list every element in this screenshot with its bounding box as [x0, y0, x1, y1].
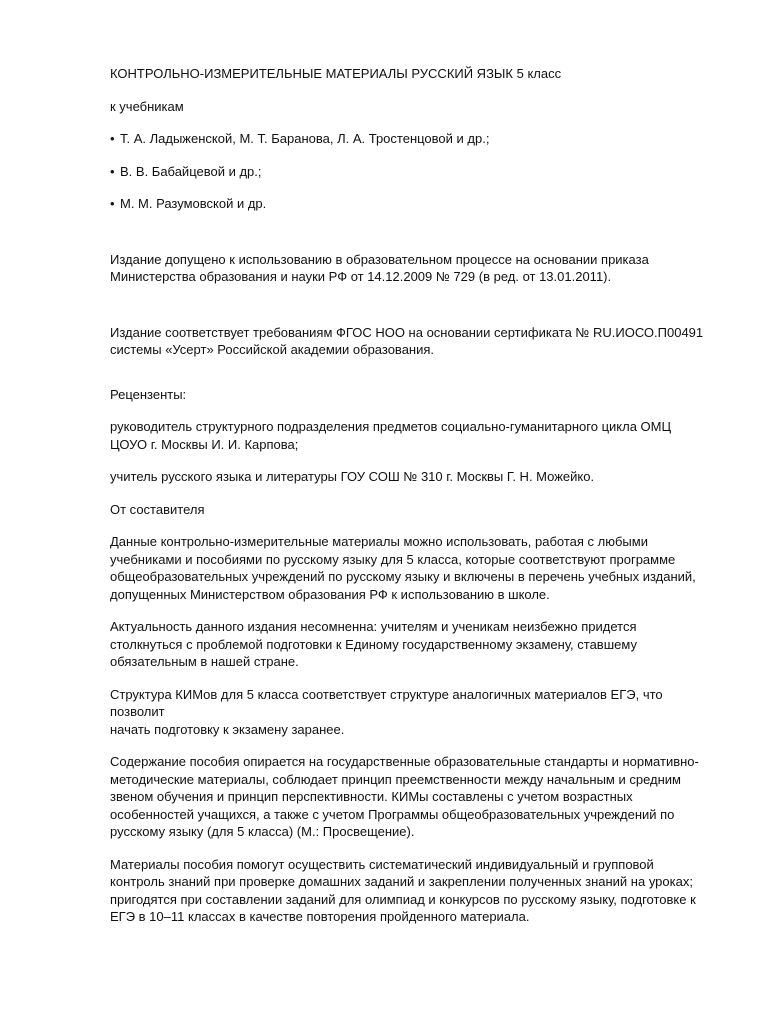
- foreword-paragraph-3: Структура КИМов для 5 класса соответствует структуре аналогичных материалов ЕГЭ, что позволит начать подготовку к экзамену заранее.: [110, 686, 663, 737]
- reviewer-item-2: учитель русского языка и литературы ГОУ СОШ № 310 г. Москвы Г. Н. Можейко.: [110, 469, 595, 484]
- author-item-1: • Т. А. Ладыженской, М. Т. Баранова, Л. А. Тростенцовой и др.;: [110, 130, 710, 148]
- document-subtitle: к учебникам: [110, 98, 184, 114]
- foreword-paragraph-2: Актуальность данного издания несомненна: учителям и ученикам неизбежно придется столкнуться с проблемой подготовки к Единому государственному экзамену, ставшему обязательным в нашей стране.: [110, 619, 637, 669]
- document-title: КОНТРОЛЬНО-ИЗМЕРИТЕЛЬНЫЕ МАТЕРИАЛЫ РУССКИЙ ЯЗЫК 5 класс: [110, 66, 562, 81]
- author-item-3: • М. М. Разумовской и др.: [110, 195, 710, 213]
- foreword-paragraph-4: Содержание пособия опирается на государственные образовательные стандарты и нормативно- методические материалы, соблюдает принцип преемственности между начальным и средним звеном обучения и принцип перспективности. КИМы составлены с учетом возрастных особенностей учащихся, а также с учетом Программы общеобразовательных учреждений по русскому языку (для 5 класса) (М.: Просвещение).: [110, 754, 699, 839]
- foreword-paragraph-1: Данные контрольно-измерительные материалы можно использовать, работая с любыми учебниками и пособиями по русскому языку для 5 класса, которые соответствуют программе общеобразовательных учреждений по русскому языку и включены в перечень учебных изданий, допущенных Министерством образования РФ к использованию в школе.: [110, 534, 696, 602]
- document-page: [110, 65, 710, 941]
- foreword-heading: От составителя: [110, 501, 205, 517]
- approval-paragraph: Издание допущено к использованию в образовательном процессе на основании приказа Министерства образования и науки РФ от 14.12.2009 № 729 (в ред. от 13.01.2011).: [110, 251, 649, 284]
- reviewer-item-1: руководитель структурного подразделения предметов социально-гуманитарного цикла ОМЦ ЦОУО г. Москвы И. И. Карпова;: [110, 419, 672, 452]
- foreword-paragraph-5: Материалы пособия помогут осуществить систематический индивидуальный и групповой контроль знаний при проверке домашних заданий и закреплении полученных знаний на уроках; пригодятся при составлении заданий для олимпиад и конкурсов по русскому языку, подготовке к ЕГЭ в 10–11 классах в качестве повторения пройденного материала.: [110, 856, 696, 924]
- certificate-paragraph: Издание соответствует требованиям ФГОС НОО на основании сертификата № RU.ИОСО.П00491 системы «Усерт» Российской академии образования.: [110, 324, 704, 357]
- author-item-2: • В. В. Бабайцевой и др.;: [110, 163, 710, 181]
- reviewers-heading: Рецензенты:: [110, 386, 187, 402]
